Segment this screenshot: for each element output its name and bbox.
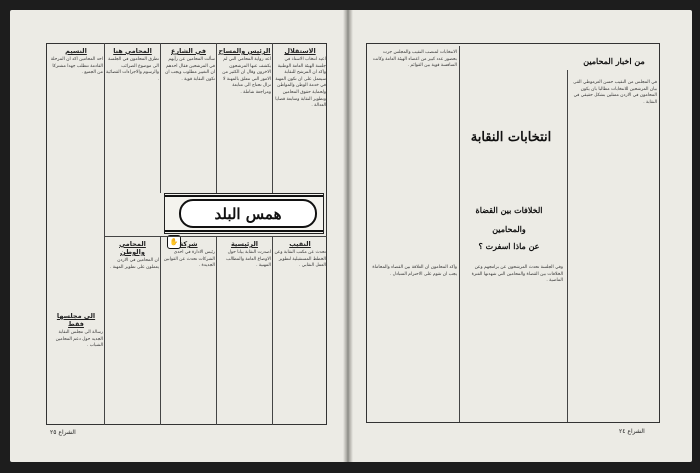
- column-heading: شركة: [179, 240, 198, 248]
- page-footer: الشراع ٢٥: [50, 429, 76, 436]
- column-text: تحدث عن مكتب النقابة وعن الخطط المستقبلية لتطوير العمل النقابي .: [274, 250, 326, 269]
- left-column-2: [218, 45, 271, 191]
- subtitle-line-1: الخلافات بين القضاة: [475, 205, 543, 215]
- subtitle-line-3: عن ماذا اسفرت ؟: [478, 241, 540, 251]
- banner-stripe: [165, 195, 323, 197]
- left-page: [10, 10, 347, 462]
- left-column-3: [162, 45, 215, 191]
- column-text: اصدرت النقابة بيانا حول الاوضاع العامة والمطالب المهنية .: [226, 250, 271, 269]
- article-text: الانتخابات لمنصب النقيب والمجلس جرت بحضور عدد كبير من اعضاء الهيئة العامة وكانت المنافسة قوية بين القوائم .: [372, 50, 457, 69]
- main-headline: انتخابات النقابة: [470, 130, 552, 145]
- column-heading: النسيم: [65, 47, 87, 55]
- subtitle-line-2: والمحامين: [492, 224, 526, 234]
- column-rule: [272, 236, 273, 425]
- column-rule: [160, 236, 161, 425]
- column-text: ان المحامين في الاردن يعملون على تطوير المهنة .: [109, 258, 159, 270]
- column-rule: [216, 43, 217, 193]
- column-rule: [567, 70, 568, 422]
- column-text: تطرق المحامون في الجلسة الى موضوع الضرائب والرسوم والاجراءات القضائية .: [105, 57, 159, 82]
- page-footer: الشراع ٢٤: [619, 428, 645, 435]
- right-page: [349, 10, 692, 462]
- column-rule: [160, 43, 161, 193]
- column-rule: [216, 236, 217, 425]
- binding-gutter: [343, 10, 353, 462]
- column-heading: الرئيسية: [230, 240, 258, 248]
- left-bottom-column-2: [218, 238, 271, 424]
- column-text: رئيس الادارة في احدى الشركات تحدث عن القوانين الجديدة .: [163, 250, 215, 269]
- column-heading: الى مجلسها فقط: [56, 312, 96, 328]
- column-heading: المحامي هنا: [113, 47, 152, 55]
- hand-icon: ✋: [167, 235, 181, 249]
- column-heading: النقيب: [289, 240, 311, 248]
- left-column-1: [274, 45, 326, 191]
- column-rule: [104, 43, 105, 425]
- column-heading: الرئيس والمساح: [218, 47, 271, 55]
- article-column-2: [461, 265, 563, 422]
- left-bottom-column-3: [162, 238, 215, 424]
- column-rule: [459, 46, 460, 422]
- banner-stripe: [165, 230, 323, 232]
- intro-text: في المجلس من النقيب حسن العرموطي القى بيان المرشحين للانتخابات مطالبا بان يكون المحامون في الاردن ممثلين بشكل حقيقي في النقابة .: [573, 80, 657, 105]
- article-text: وفي الجلسة تحدث المرشحون عن برامجهم وعن الخلافات بين القضاة والمحامين التي شهدتها الفترة الماضية .: [471, 265, 563, 284]
- column-text: احد المحامين اكد ان المرحلة القادمة تتطلب جهدا مشتركا من الجميع .: [50, 57, 103, 76]
- intro-column: [571, 80, 657, 420]
- left-column-4: [106, 45, 159, 191]
- left-bottom-column-1: [274, 238, 326, 424]
- banner-title: همس البلد: [179, 199, 317, 228]
- column-heading: في الشارع: [170, 47, 206, 55]
- article-column-3: [371, 265, 457, 422]
- column-text: اعد رواية المحامي التي لم يكشف عنها المرشحون الاخرون وقال ان الكثير من الامور التي تتعلق بالمهنة لا تزال تحتاج الى متابعة ومراجعة شاملة .: [222, 57, 271, 95]
- left-extra-column: [49, 310, 103, 420]
- column-rule: [272, 43, 273, 193]
- column-heading: المحامي والوطن: [119, 240, 146, 256]
- article-text: واكد المحامون ان العلاقة بين القضاء والمحاماة يجب ان تقوم على الاحترام المتبادل .: [372, 265, 457, 277]
- left-bottom-column-4: [106, 238, 159, 424]
- column-text: اعيد انتخاب الاستاذ في جلسة الهيئة العامة الوطنية واكد ان المرشح للنقابة سيعمل على ان تكون المهنة في خدمة الوطن والمواطن ولحماية حقوق المحامين وتطوير النقابة ومتابعة قضايا العدالة .: [275, 57, 326, 109]
- column-heading: الاستقلال: [284, 47, 316, 55]
- section-header: من اخبار المحامين: [583, 56, 645, 66]
- column-text: رسالة الى مجلس النقابة الجديد حول دعم المحامين الشباب .: [55, 330, 103, 349]
- column-text: سألت المحامين عن رأيهم في المرشحين فقال احدهم ان التغيير مطلوب ويجب ان تكون النقابة قوية .: [165, 57, 215, 82]
